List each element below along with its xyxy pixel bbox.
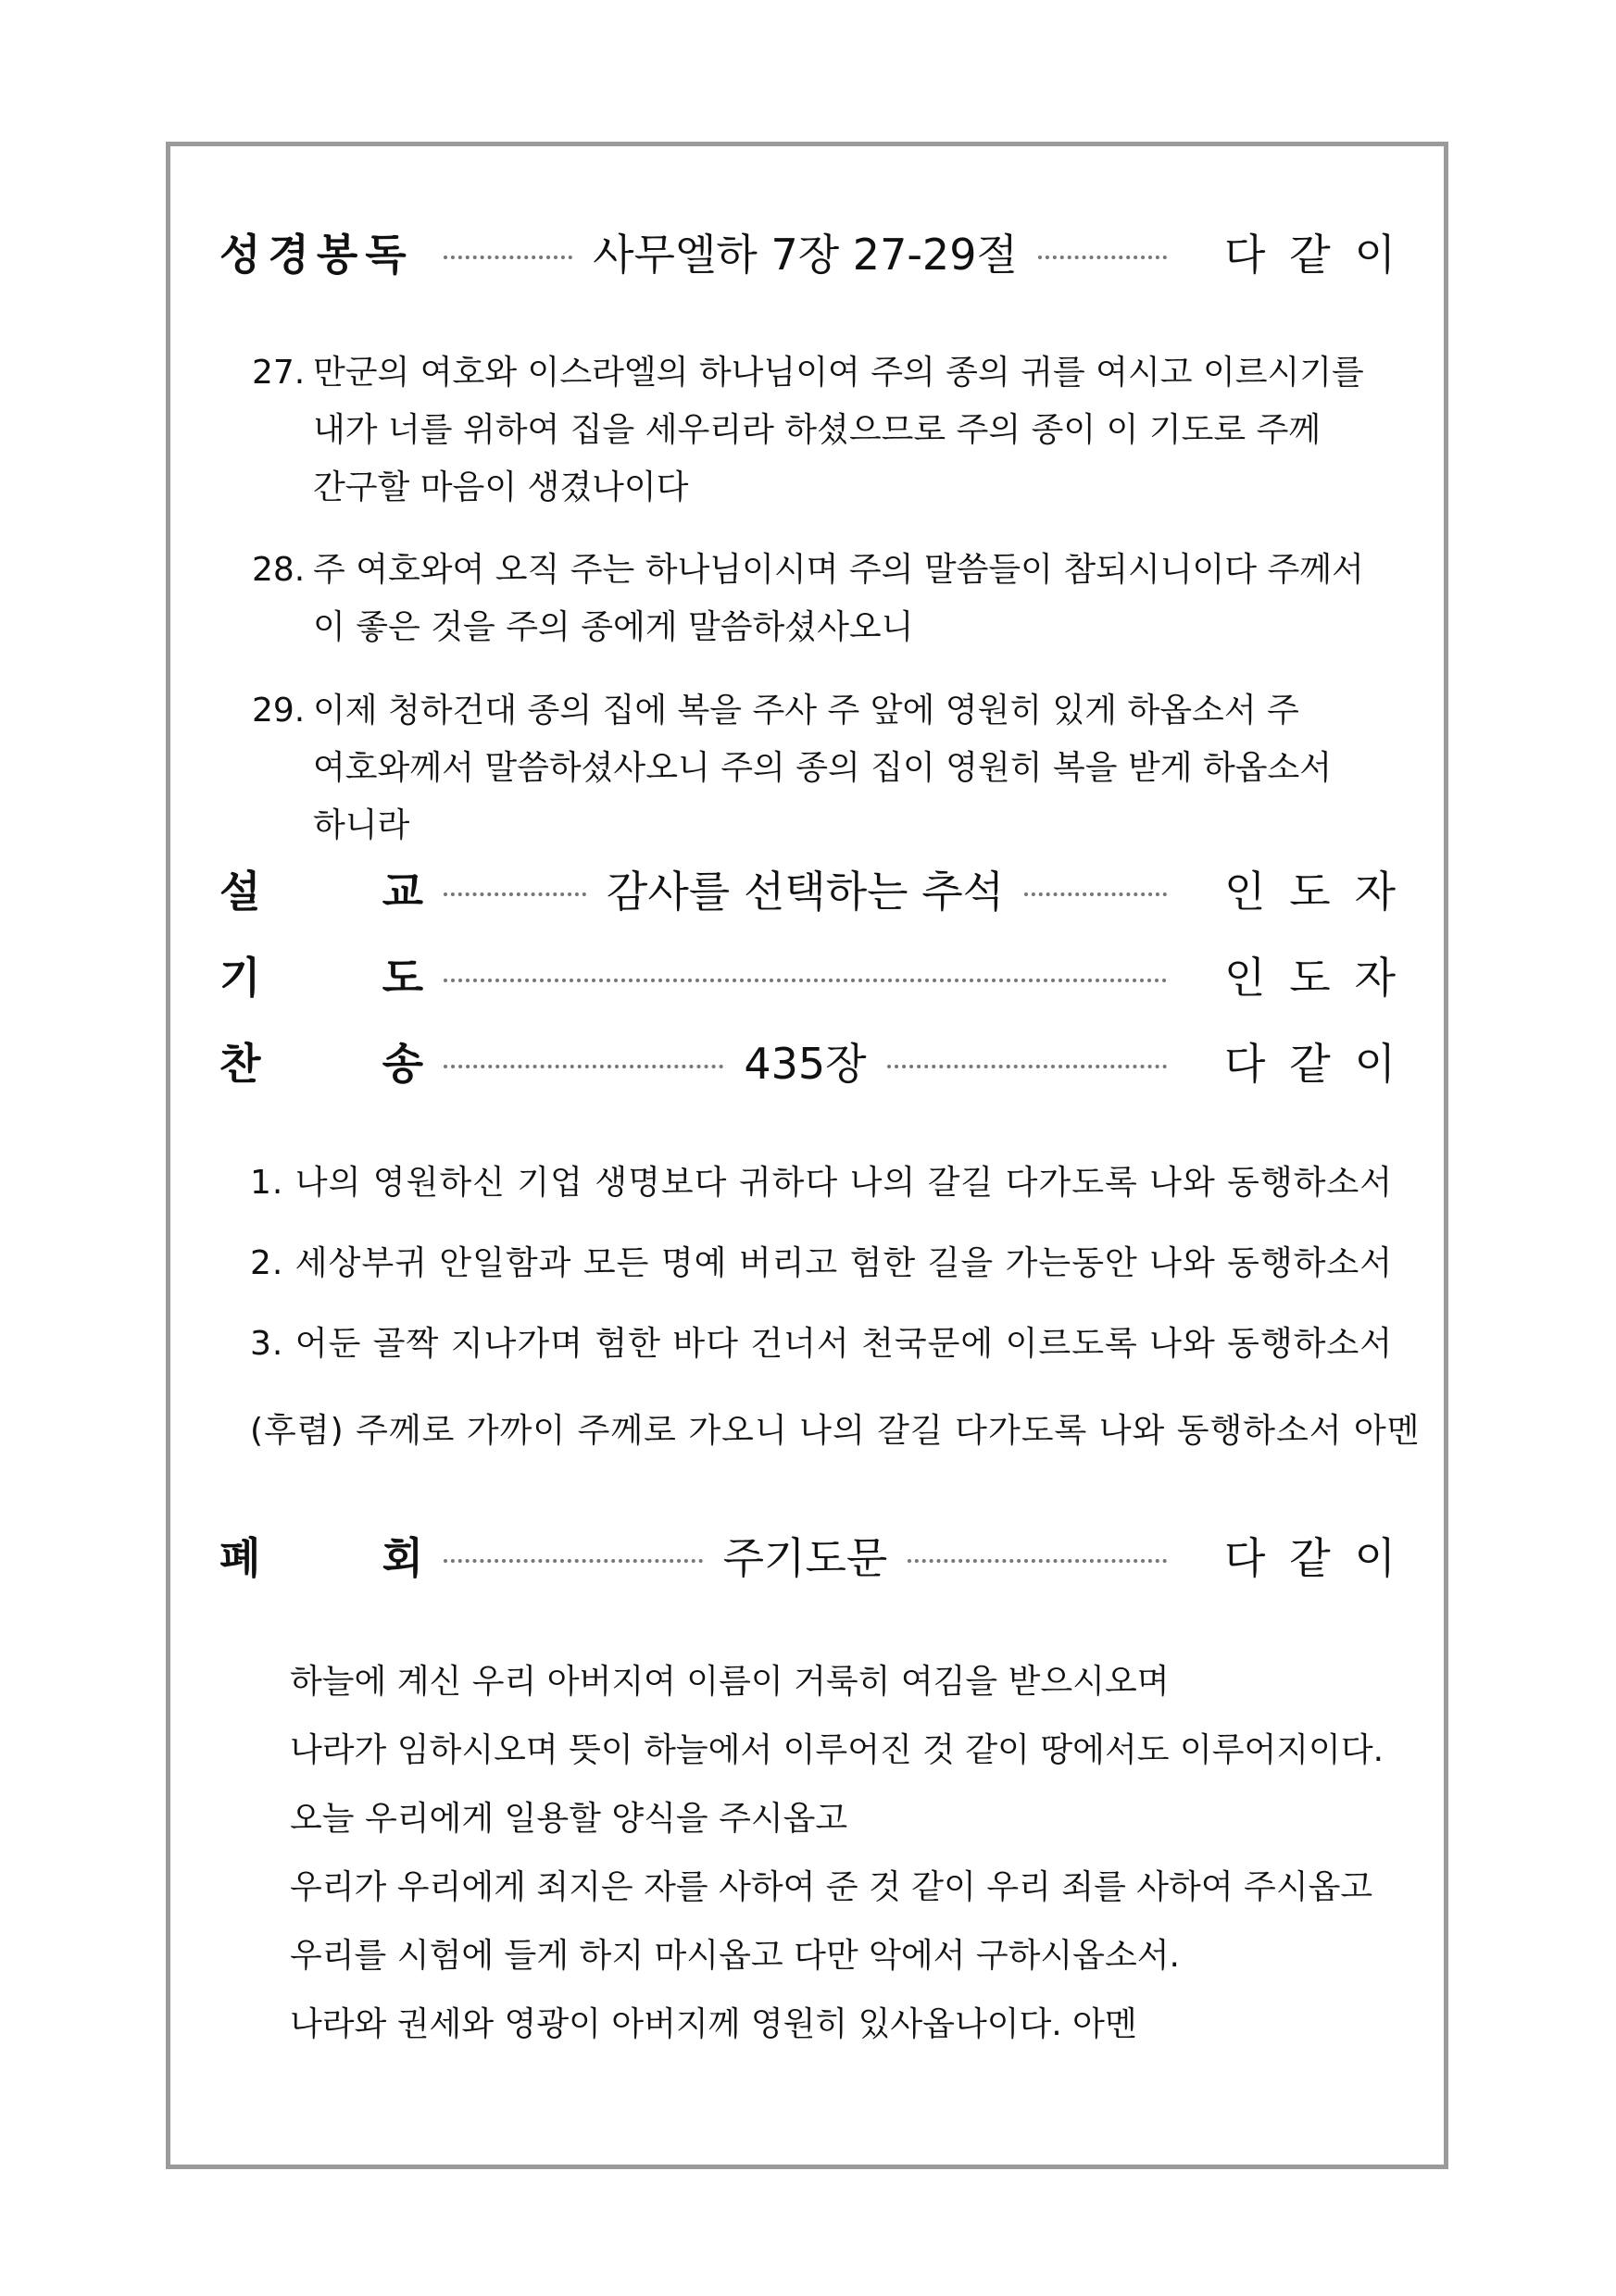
lords-prayer-line: 오늘 우리에게 일용할 양식을 주시옵고 [290,1800,848,1838]
verse-text: 만군의 여호와 이스라엘의 하나님이여 주의 종의 귀를 여시고 이르시기를 내가 너를 위하여 집을 세우리라 하셨으므로 주의 종이 이 기도로 주께 간구할 마음이 생겼나이다 [313,354,1364,506]
reading-leader: 다 같 이 [1224,230,1397,280]
sermon-leader: 인 도 자 [1224,867,1397,917]
hymn-refrain: (후렴) 주께로 가까이 주께로 가오니 나의 갈길 다가도록 나와 동행하소서 아멘 [250,1412,1421,1450]
lords-prayer-line: 우리가 우리에게 죄지은 자를 사하여 준 것 같이 우리 죄를 사하여 주시옵고 [290,1868,1373,1906]
verse-29 [252,682,1372,855]
dot-leader [908,1559,1167,1563]
reading-label: 성경봉독 [219,230,414,280]
lords-prayer-line: 나라가 임하시오며 뜻이 하늘에서 이루어진 것 같이 땅에서도 이루어지이다. [290,1731,1384,1769]
verse-number: 27. [252,354,306,392]
dot-leader [444,892,586,896]
prayer-row [219,942,1396,1007]
prayer-label: 기 도 [219,953,423,1003]
verse-text: 이제 청하건대 종의 집에 복을 주사 주 앞에 영원히 있게 하옵소서 주 여호와께서 말씀하셨사오니 주의 종의 집이 영원히 복을 받게 하옵소서 하니라 [313,692,1333,844]
dot-leader [444,1065,723,1068]
closing-title: 주기도문 [722,1533,888,1583]
dot-leader [444,256,572,259]
prayer-leader: 인 도 자 [1224,953,1396,1003]
lords-prayer-line: 우리를 시험에 들게 하지 마시옵고 다만 악에서 구하시옵소서. [290,1937,1180,1975]
verse-text: 주 여호와여 오직 주는 하나님이시며 주의 말씀들이 참되시니이다 주께서 이 좋은 것을 주의 종에게 말씀하셨사오니 [313,551,1364,646]
dot-leader [1038,256,1167,259]
verse-27 [252,344,1372,517]
reading-row [219,219,1396,284]
sermon-label: 설 교 [219,867,423,917]
closing-row [219,1523,1396,1588]
hymn-verse-3: 3. 어둔 골짝 지나가며 험한 바다 건너서 천국문에 이르도록 나와 동행하소서 [250,1325,1394,1363]
hymn-verse-1: 1. 나의 영원하신 기업 생명보다 귀하다 나의 갈길 다가도록 나와 동행하소서 [250,1164,1394,1202]
sermon-title: 감사를 선택하는 추석 [606,867,1005,917]
dot-leader [1024,892,1167,896]
lords-prayer-line: 하늘에 계신 우리 아버지여 이름이 거룩히 여김을 받으시오며 [290,1663,1170,1701]
closing-label: 폐 회 [219,1533,423,1583]
lords-prayer-line: 나라와 권세와 영광이 아버지께 영원히 있사옵나이다. 아멘 [290,2005,1137,2043]
dot-leader [444,979,1167,982]
dot-leader [444,1559,703,1563]
hymn-verse-2: 2. 세상부귀 안일함과 모든 명예 버리고 험한 길을 가는동안 나와 동행하소서 [250,1244,1394,1282]
hymn-leader: 다 같 이 [1224,1039,1396,1089]
dot-leader [887,1065,1167,1068]
closing-leader: 다 같 이 [1224,1533,1396,1583]
verse-number: 28. [252,551,306,589]
hymn-row [219,1029,1396,1093]
verse-number: 29. [252,692,306,730]
reading-title: 사무엘하 7장 27-29절 [593,230,1018,280]
sermon-row [219,856,1396,921]
hymn-label: 찬 송 [219,1039,423,1089]
hymn-title: 435장 [744,1039,867,1089]
verse-28 [252,542,1372,656]
